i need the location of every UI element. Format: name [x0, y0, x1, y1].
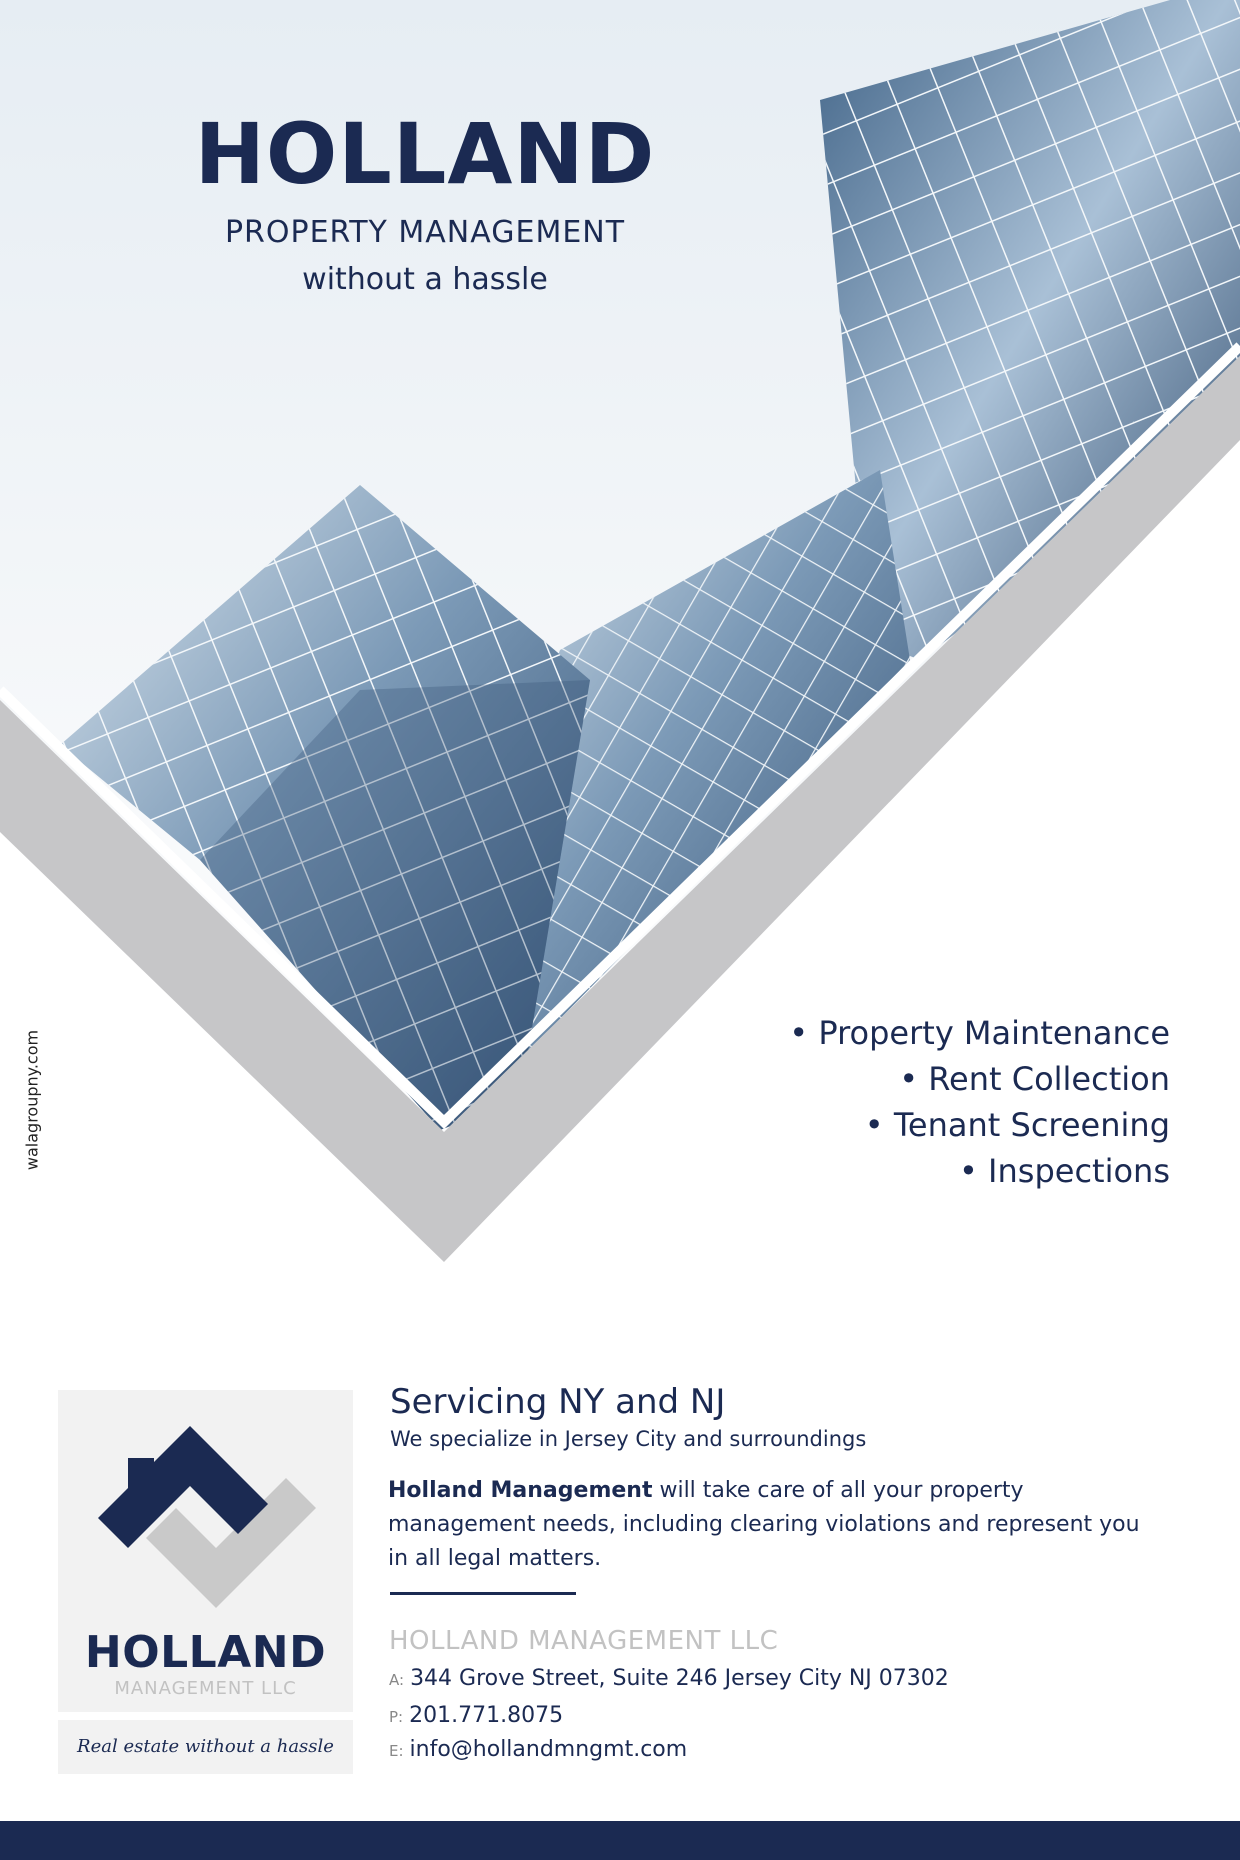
logo-card — [58, 1390, 353, 1712]
email-row — [389, 1737, 687, 1762]
hero-title: HOLLAND — [194, 105, 656, 203]
footer-bar — [0, 1821, 1240, 1860]
info-paragraph-text: will take care of all your property management needs, including clearing violations and represent you in all legal matters. — [388, 1478, 1140, 1571]
side-url: walagroupny.com — [22, 1029, 42, 1171]
phone-label: P: — [389, 1708, 404, 1726]
hero-subtitle: PROPERTY MANAGEMENT — [224, 215, 626, 250]
phone-row — [389, 1703, 563, 1728]
house-logo-icon — [58, 1410, 353, 1620]
info-subheading: We specialize in Jersey City and surroundings — [390, 1427, 867, 1451]
info-paragraph-bold: Holland Management — [388, 1478, 653, 1503]
logo-name: HOLLAND — [84, 1627, 327, 1678]
divider — [390, 1592, 576, 1595]
side-url-container — [4, 1020, 60, 1180]
hero-tagline: without a hassle — [302, 262, 548, 297]
company-name: HOLLAND MANAGEMENT LLC — [389, 1626, 779, 1656]
email-label: E: — [389, 1742, 404, 1760]
logo-subtitle: MANAGEMENT LLC — [114, 1678, 297, 1699]
service-item: • Property Maintenance — [789, 1010, 1170, 1056]
logo-tagline-box — [58, 1720, 353, 1774]
phone-value: 201.771.8075 — [409, 1703, 564, 1728]
address-row — [389, 1666, 949, 1691]
address-label: A: — [389, 1671, 405, 1689]
logo-tagline: Real estate without a hassle — [77, 1736, 334, 1757]
info-heading: Servicing NY and NJ — [390, 1382, 726, 1422]
services-list — [789, 1010, 1170, 1194]
info-paragraph — [388, 1474, 1148, 1576]
address-value: 344 Grove Street, Suite 246 Jersey City NJ 07302 — [410, 1666, 949, 1691]
service-item: • Rent Collection — [789, 1056, 1170, 1102]
service-item: • Inspections — [789, 1148, 1170, 1194]
email-value: info@hollandmngmt.com — [409, 1737, 688, 1762]
service-item: • Tenant Screening — [789, 1102, 1170, 1148]
